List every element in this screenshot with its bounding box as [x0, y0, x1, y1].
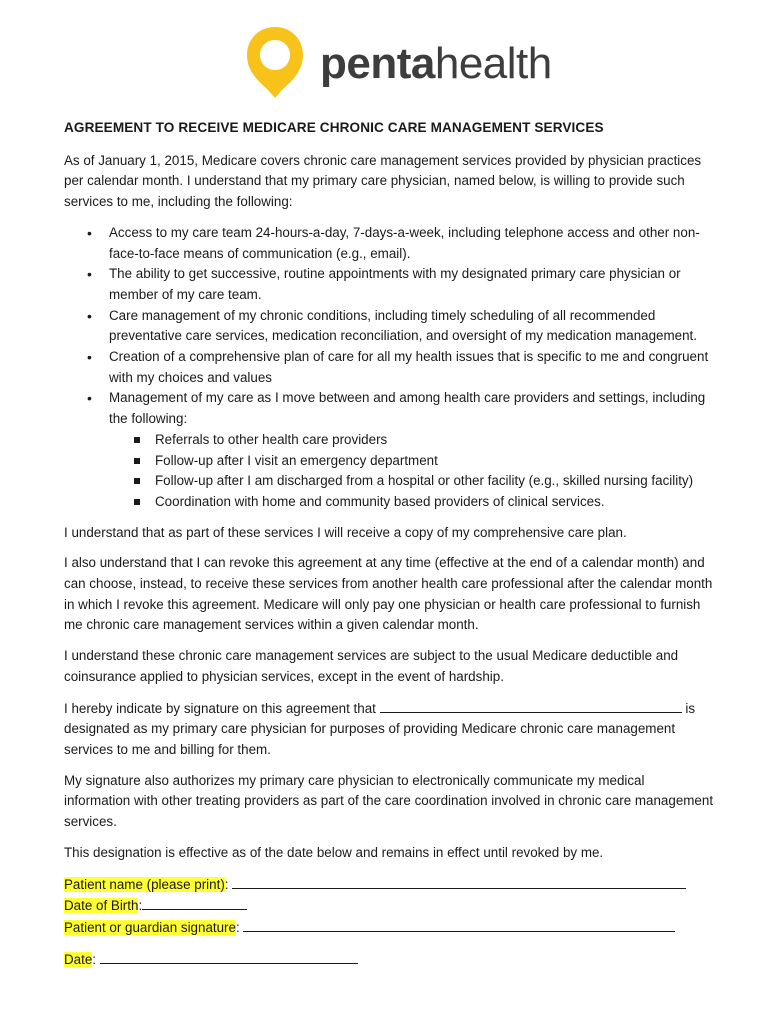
brand-name-light: health — [434, 39, 552, 88]
sub-list-item: Follow-up after I visit an emergency department — [155, 451, 714, 472]
designation-paragraph — [64, 698, 714, 761]
location-pin-icon — [244, 24, 306, 102]
date-field[interactable] — [100, 949, 358, 964]
deductible-paragraph: I understand these chronic care management services are subject to the usual Medicare deductible and coinsurance applied to physician services, except in the event of hardship. — [64, 648, 679, 684]
intro-paragraph: As of January 1, 2015, Medicare covers chronic care management services provided by physician practices per calendar month. I understand that my primary care physician, named below, is willing to provide such services to me, including the following: — [64, 152, 702, 210]
authorization-paragraph: My signature also authorizes my primary care physician to electronically communicate my medical information with other treating providers as part of the care coordination involved in chronic care management services. — [64, 772, 714, 830]
patient-name-row — [64, 874, 714, 896]
colon: : — [235, 919, 240, 935]
brand-name-bold: penta — [320, 39, 435, 88]
signature-label: Patient or guardian signature — [64, 919, 236, 935]
colon: : — [92, 951, 97, 967]
date-row — [64, 949, 714, 971]
document-title: AGREEMENT TO RECEIVE MEDICARE CHRONIC CARE MANAGEMENT SERVICES — [64, 120, 604, 135]
physician-name-field[interactable] — [380, 698, 682, 713]
signature-row — [64, 917, 714, 939]
list-item: • The ability to get successive, routine appointments with my designated primary care physician or member of my care team. — [109, 264, 714, 305]
list-item-text: Management of my care as I move between and among health care providers and settings, including the following: — [109, 390, 706, 427]
revoke-paragraph: I also understand that I can revoke this agreement at any time (effective at the end of a calendar month) and can choose, instead, to receive these services from another health care professional after the calendar month in which I revoke this agreement. Medicare will only pay one physician or health care professional to furnish me chronic care management services within a given calendar month. — [64, 555, 713, 633]
colon: : — [224, 876, 229, 892]
designation-text-start: I hereby indicate by signature on this agreement that — [64, 700, 376, 716]
services-list — [64, 223, 714, 430]
care-plan-paragraph: I understand that as part of these services I will receive a copy of my comprehensive care plan. — [64, 524, 627, 540]
effective-paragraph: This designation is effective as of the date below and remains in effect until revoked by me. — [64, 844, 604, 860]
list-item — [109, 388, 714, 429]
patient-name-label: Patient name (please print) — [64, 876, 225, 892]
sub-list-item: Referrals to other health care providers — [155, 430, 714, 451]
dob-field[interactable] — [142, 895, 247, 910]
list-item: • Creation of a comprehensive plan of care for all my health issues that is specific to me and congruent with my choices and values — [109, 347, 714, 388]
sub-list-item: Coordination with home and community based providers of clinical services. — [155, 492, 714, 513]
pentahealth-logo — [244, 24, 552, 102]
dob-label: Date of Birth — [64, 898, 139, 914]
list-item: • Care management of my chronic conditions, including timely scheduling of all recommended preventative care services, medication reconciliation, and oversight of my medication management. — [109, 306, 714, 347]
brand-name — [320, 39, 552, 88]
agreement-body — [64, 118, 714, 970]
patient-name-field[interactable] — [232, 874, 686, 889]
sub-list-item: Follow-up after I am discharged from a hospital or other facility (e.g., skilled nursing facility) — [155, 471, 714, 492]
designation-text-end: is designated as my primary care physician for purposes of providing Medicare chronic care management services to me and billing for them. — [64, 700, 696, 757]
date-label: Date — [64, 951, 93, 967]
colon: : — [138, 898, 143, 914]
signature-field[interactable] — [243, 917, 675, 932]
care-transition-sublist — [64, 430, 714, 513]
list-item: • Access to my care team 24-hours-a-day, 7-days-a-week, including telephone access and other non-face-to-face means of communication (e.g., email). — [109, 223, 714, 264]
dob-row — [64, 895, 714, 917]
